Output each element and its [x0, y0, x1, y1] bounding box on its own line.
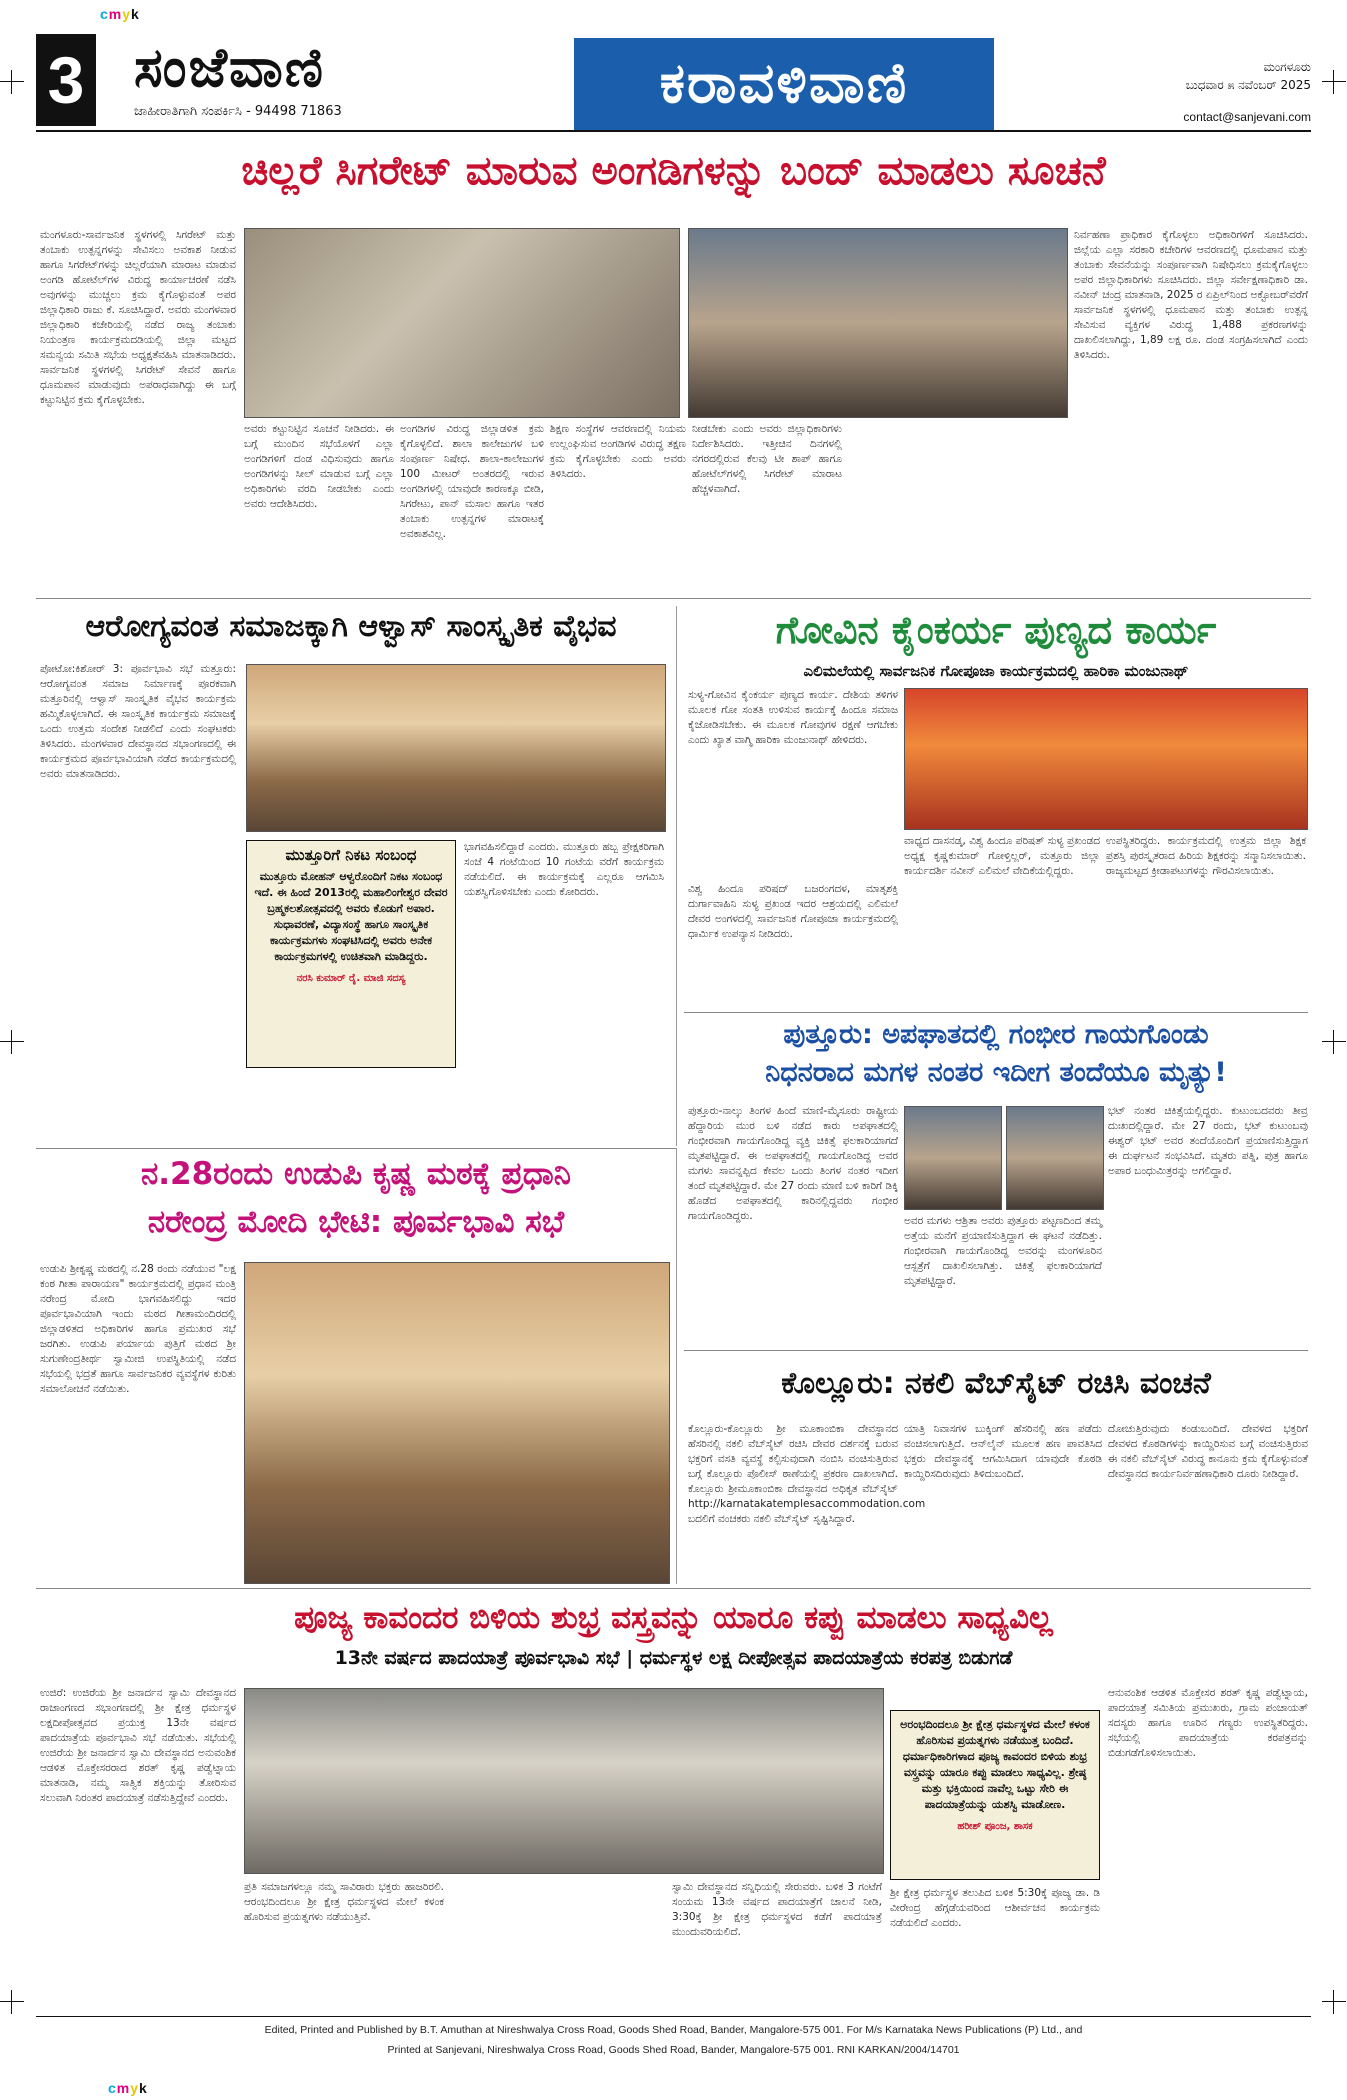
- padayatra-quote-body: ಅರಂಭದಿಂದಲೂ ಶ್ರೀ ಕ್ಷೇತ್ರ ಧರ್ಮಸ್ಥಳದ ಮೇಲೆ ಕಳಂಕ ಹೊರಿಸುವ ಪ್ರಯತ್ನಗಳು ನಡೆಯುತ್ತ ಬಂದಿದೆ. ಧರ್ಮಾಧಿಕಾರಿಗಳಾದ ಪೂಜ್ಯ ಕಾವಂದರ ಬಿಳಿಯ ಶುಭ್ರ ವಸ್ತ್ರವನ್ನು ಯಾರೂ ಕಪ್ಪು ಮಾಡಲು ಸಾಧ್ಯವಿಲ್ಲ. ಶ್ರೇಷ್ಠ ಮತ್ತು ಭಕ್ತಿಯಿಂದ ನಾವೆಲ್ಲ ಒಟ್ಟು ಸೇರಿ ಈ ಪಾದಯಾತ್ರೆಯನ್ನು ಯಶಸ್ವಿ ಮಾಡೋಣ.: [900, 1718, 1090, 1811]
- main-story-col6: ನಿರ್ವಹಣಾ ಪ್ರಾಧಿಕಾರ ಕೈಗೊಳ್ಳಲು ಅಧಿಕಾರಿಗಳಿಗೆ ಸೂಚಿಸಿದರು. ಜಿಲ್ಲೆಯ ಎಲ್ಲಾ ಸರಕಾರಿ ಕಚೇರಿಗಳ ಆವರಣದಲ್ಲಿ ಧೂಮಪಾನ ಮತ್ತು ತಂಬಾಕು ಸೇವನೆಯನ್ನು ಸಂಪೂರ್ಣವಾಗಿ ನಿಷೇಧಿಸಲು ಕ್ರಮಕೈಗೊಳ್ಳಲು ಅಪರ ಜಿಲ್ಲಾಧಿಕಾರಿಗಳು ಸೂಚಿಸಿದರು. ಜಿಲ್ಲಾ ಸರ್ವೇಕ್ಷಣಾಧಿಕಾರಿ ಡಾ. ನವೀನ್ ಚಂದ್ರ ಮಾತನಾಡಿ, 2025 ರ ಏಪ್ರಿಲ್‌ನಿಂದ ಅಕ್ಟೋಬರ್‌ವರೆಗೆ ಸಾರ್ವಜನಿಕ ಸ್ಥಳಗಳಲ್ಲಿ ಧೂಮಪಾನ ಮತ್ತು ತಂಬಾಕು ಉತ್ಪನ್ನ ಸೇವಿಸುವ ವ್ಯಕ್ತಿಗಳ ವಿರುದ್ಧ 1,488 ಪ್ರಕರಣಗಳನ್ನು ದಾಖಲಿಸಲಾಗಿದ್ದು, 1,89 ಲಕ್ಷ ರೂ. ದಂಡ ಸಂಗ್ರಹಿಸಲಾಗಿದೆ ಎಂದು ತಿಳಿಸಿದರು.: [1074, 229, 1308, 361]
- section-rule-3: [36, 1148, 676, 1149]
- registration-mark-right-mid: [1322, 1030, 1346, 1054]
- goseva-lead: ಸುಳ್ಯ-ಗೋವಿನ ಕೈಂಕರ್ಯ ಪುಣ್ಯದ ಕಾರ್ಯ. ದೇಶಿಯ ತಳಿಗಳ ಮೂಲಕ ಗೋ ಸಂತತಿ ಉಳಿಸುವ ಕಾರ್ಯಕ್ಕೆ ಹಿಂದೂ ಸಮಾಜ ಕೈಜೋಡಿಸಬೇಕು. ಈ ಮೂಲಕ ಗೋವುಗಳ ರಕ್ಷಣೆ ಆಗಬೇಕು ಎಂದು ಖ್ಯಾತ ವಾಗ್ಮಿ ಹಾರಿಕಾ ಮಂಜುನಾಥ್ ಹೇಳಿದರು.: [688, 689, 898, 746]
- main-story-col4: ಶಿಕ್ಷಣ ಸಂಸ್ಥೆಗಳ ಆವರಣದಲ್ಲಿ ನಿಯಮ ಉಲ್ಲಂಘಿಸುವ ಅಂಗಡಿಗಳ ವಿರುದ್ಧ ತಕ್ಷಣ ಕ್ರಮ ಕೈಗೊಳ್ಳಬೇಕು ಎಂದು ಅವರು ತಿಳಿಸಿದರು.: [550, 423, 686, 480]
- section-rule-5: [36, 1588, 1311, 1589]
- padayatra-col5: ಆನುವಂಶಿಕ ಆಡಳಿತ ಮೊಕ್ತೇಸರ ಶರತ್ ಕೃಷ್ಣ ಪಡ್ವೆಟ್ನಾಯ, ಪಾದಯಾತ್ರೆ ಸಮಿತಿಯ ಪ್ರಮುಖರು, ಗ್ರಾಮ ಪಂಚಾಯತ್ ಸದಸ್ಯರು ಹಾಗೂ ಊರಿನ ಗಣ್ಯರು ಉಪಸ್ಥಿತರಿದ್ದರು. ಸಭೆಯಲ್ಲಿ ಪಾದಯಾತ್ರೆಯ ಕರಪತ್ರವನ್ನು ಬಿಡುಗಡೆಗೊಳಿಸಲಾಯಿತು.: [1108, 1687, 1308, 1759]
- kollur-col3: ದೋಚುತ್ತಿರುವುದು ಕಂಡುಬಂದಿದೆ. ದೇವಳದ ಭಕ್ತರಿಗೆ ದೇವಳದ ಕೊಠಡಿಗಳನ್ನು ಕಾಯ್ದಿರಿಸುವ ಬಗ್ಗೆ ವಂಚಿಸುತ್ತಿರುವ ಈ ನಕಲಿ ವೆಬ್‌ಸೈಟ್ ವಿರುದ್ಧ ಕಾನೂನು ಕ್ರಮ ಕೈಗೊಳ್ಳುವಂತೆ ದೇವಸ್ಥಾನದ ಕಾರ್ಯನಿರ್ವಹಣಾಧಿಕಾರಿ ದೂರು ನೀಡಿದ್ದಾರೆ.: [1108, 1423, 1308, 1480]
- padayatra-col1: ಉಜಿರೆ: ಉಜಿರೆಯ ಶ್ರೀ ಜನಾರ್ದನ ಸ್ವಾಮಿ ದೇವಸ್ಥಾನದ ರಾಜಾಂಗಣದ ಸಭಾಂಗಣದಲ್ಲಿ ಶ್ರೀ ಕ್ಷೇತ್ರ ಧರ್ಮಸ್ಥಳ ಲಕ್ಷದೀಪೋತ್ಸವದ ಪ್ರಯುಕ್ತ 13ನೇ ವರ್ಷದ ಪಾದಯಾತ್ರೆಯ ಪೂರ್ವಭಾವಿ ಸಭೆ ನಡೆಯಿತು. ಸಭೆಯಲ್ಲಿ ಉಜಿರೆಯ ಶ್ರೀ ಜನಾರ್ದನ ಸ್ವಾಮಿ ದೇವಸ್ಥಾನದ ಅನುವಂಶಿಕ ಆಡಳಿತ ಮೊಕ್ತೇಸರರಾದ ಶರತ್ ಕೃಷ್ಣ ಪಡ್ವೆಟ್ನಾಯ ಮಾತನಾಡಿ, ನಮ್ಮ ಸಾತ್ವಿಕ ಶಕ್ತಿಯನ್ನು ತೋರಿಸುವ ಸಲುವಾಗಿ ನಿರಂತರ ಪಾದಯಾತ್ರೆ ನಡೆಸುತ್ತಿದ್ದೇವೆ ಎಂದರು.: [40, 1687, 236, 1804]
- alvas-col3: ಭಾಗವಹಿಸಲಿದ್ದಾರೆ ಎಂದರು. ಮುತ್ತೂರು ಹಬ್ಬ ಪ್ರೇಕ್ಷಕರಿಗಾಗಿ ಸಂಜೆ 4 ಗಂಟೆಯಿಂದ 10 ಗಂಟೆಯ ವರೆಗೆ ಕಾರ್ಯಕ್ರಮ ನಡೆಯಲಿದೆ. ಈ ಕಾರ್ಯಕ್ರಮಕ್ಕೆ ಎಲ್ಲರೂ ಆಗಮಿಸಿ ಯಶಸ್ವಿಗೊಳಿಸಬೇಕು ಎಂದು ಕೋರಿದರು.: [464, 841, 664, 898]
- padayatra-col2: ಪ್ರತಿ ಸಮಾಜಗಳಲ್ಲೂ ನಮ್ಮ ಸಾವಿರಾರು ಭಕ್ತರು ಹಾಜರಿರಲಿ. ಆರಂಭದಿಂದಲೂ ಶ್ರೀ ಕ್ಷೇತ್ರ ಧರ್ಮಸ್ಥಳದ ಮೇಲೆ ಕಳಂಕ ಹೊರಿಸುವ ಪ್ರಯತ್ನಗಳು ನಡೆಯುತ್ತಿವೆ.: [244, 1881, 444, 1923]
- alvas-info-box: [246, 840, 456, 1068]
- registration-mark-left-bottom: [0, 1990, 24, 2014]
- registration-mark-left: [0, 70, 24, 94]
- city-name: ಮಂಗಳೂರು: [1263, 60, 1311, 74]
- krishna-math-meeting-photo: [244, 1262, 670, 1584]
- imprint-line-1: Edited, Printed and Published by B.T. Amuthan at Nireshwalya Cross Road, Goods Shed Road, Bander, Mangalore-575 001. For M/s Karnataka News Publications (P) Ltd., and: [264, 2024, 1083, 2036]
- imprint-line-2: Printed at Sanjevani, Nireshwalya Cross Road, Goods Shed Road, Bander, Mangalore-575 001. RNI KARKAN/2004/14701: [387, 2044, 960, 2056]
- section-rule-1: [36, 598, 1311, 599]
- padayatra-subhead: 13ನೇ ವರ್ಷದ ಪಾದಯಾತ್ರೆ ಪೂರ್ವಭಾವಿ ಸಭೆ | ಧರ್ಮಸ್ಥಳ ಲಕ್ಷ ದೀಪೋತ್ಸವ ಪಾದಯಾತ್ರೆಯ ಕರಪತ್ರ ಬಿಡುಗಡೆ: [334, 1647, 1013, 1669]
- kollur-col1: ಕೊಲ್ಲೂರು-ಕೊಲ್ಲೂರು ಶ್ರೀ ಮೂಕಾಂಬಿಕಾ ದೇವಸ್ಥಾನದ ಹೆಸರಿನಲ್ಲಿ ನಕಲಿ ವೆಬ್‌ಸೈಟ್ ರಚಿಸಿ ದೇವರ ದರ್ಶನಕ್ಕೆ ಬರುವ ಭಕ್ತರಿಗೆ ವಸತಿ ವ್ಯವಸ್ಥೆ ಕಲ್ಪಿಸುವುದಾಗಿ ನಂಬಿಸಿ ವಂಚಿಸುತ್ತಿರುವ ಬಗ್ಗೆ ಕೊಲ್ಲೂರು ಪೊಲೀಸ್ ಠಾಣೆಯಲ್ಲಿ ಪ್ರಕರಣ ದಾಖಲಾಗಿದೆ. ಕೊಲ್ಲೂರು ಶ್ರೀಮೂಕಾಂಬಿಕಾ ದೇವಸ್ಥಾನದ ಅಧಿಕೃತ ವೆಬ್‌ಸೈಟ್ http://karnatakatemplesaccommodation.com ಬದಲಿಗೆ ವಂಚಕರು ನಕಲಿ ವೆಬ್‌ಸೈಟ್ ಸೃಷ್ಟಿಸಿದ್ದಾರೆ.: [688, 1423, 926, 1525]
- meeting-photo: [244, 228, 680, 418]
- section-rule-4: [684, 1350, 1308, 1351]
- main-headline: ಚಿಲ್ಲರೆ ಸಿಗರೇಟ್ ಮಾರುವ ಅಂಗಡಿಗಳನ್ನು ಬಂದ್ ಮಾಡಲು ಸೂಚನೆ: [241, 148, 1106, 194]
- alvas-col1: ಪೋಟೋ:ಕಿಶೋರ್ 3: ಪೂರ್ವಭಾವಿ ಸಭೆ ಮತ್ತೂರು: ಆರೋಗ್ಯವಂತ ಸಮಾಜ ನಿರ್ಮಾಣಕ್ಕೆ ಪೂರಕವಾಗಿ ಮತ್ತೂರಿನಲ್ಲಿ ಆಳ್ವಾಸ್ ಸಾಂಸ್ಕೃತಿಕ ವೈಭವ ಕಾರ್ಯಕ್ರಮ ಹಮ್ಮಿಕೊಳ್ಳಲಾಗಿದೆ. ಈ ಸಾಂಸ್ಕೃತಿಕ ಕಾರ್ಯಕ್ರಮ ಸಮಾಜಕ್ಕೆ ಒಂದು ಉತ್ತಮ ಸಂದೇಶ ನೀಡಲಿದೆ ಎಂದು ಸಂಘಟಕರು ತಿಳಿಸಿದರು. ಮಂಗಳವಾರ ದೇವಸ್ಥಾನದ ಸಭಾಂಗಣದಲ್ಲಿ ಈ ಕಾರ್ಯಕ್ರಮದ ಪೂರ್ವಭಾವಿಯಾಗಿ ನಡೆದ ಕಾರ್ಯಕ್ರಮದಲ್ಲಿ ಅವರು ಮಾತನಾಡಿದರು.: [40, 663, 236, 780]
- goseva-subhead: ಎಲಿಮಲೆಯಲ್ಲಿ ಸಾರ್ವಜನಿಕ ಗೋಪೂಜಾ ಕಾರ್ಯಕ್ರಮದಲ್ಲಿ ಹಾರಿಕಾ ಮಂಜುನಾಥ್: [803, 662, 1189, 680]
- modi-headline-1: ನ.28ರಂದು ಉಡುಪಿ ಕೃಷ್ಣ ಮಠಕ್ಕೆ ಪ್ರಧಾನಿ: [140, 1156, 571, 1192]
- alvas-box-body: ಮುತ್ತೂರು ಮೋಹನ್ ಆಳ್ವರೊಂದಿಗೆ ನಿಕಟ ಸಂಬಂಧ ಇದೆ. ಈ ಹಿಂದೆ 2013ರಲ್ಲಿ ಮಹಾಲಿಂಗೇಶ್ವರ ದೇವರ ಬ್ರಹ್ಮಕಲಶೋತ್ಸವದಲ್ಲಿ ಅವರು ಕೊಡುಗೆ ಅಪಾರ. ಸುಧಾವರಣೆ, ವಿದ್ಯಾಸಂಸ್ಥೆ ಹಾಗೂ ಸಾಂಸ್ಕೃತಿಕ ಕಾರ್ಯಕ್ರಮಗಳು ಸಂಘಟಿಸಿದಲ್ಲಿ ಅವರು ಅನೇಕ ಕಾರ್ಯಕ್ರಮಗಳಲ್ಲಿ ಉಚಿತವಾಗಿ ಮಾಡಿದ್ದರು.: [254, 870, 448, 963]
- victim-father-photo: [904, 1106, 1002, 1210]
- ad-contact-line: ಜಾಹೀರಾತಿಗಾಗಿ ಸಂಪರ್ಕಿಸಿ - 94498 71863: [134, 104, 342, 119]
- goseva-col3: ಉಪಸ್ಥಿತರಿದ್ದರು. ಕಾರ್ಯಕ್ರಮದಲ್ಲಿ ಉತ್ತಮ ಜಿಲ್ಲಾ ಶಿಕ್ಷಕ ಪ್ರಶಸ್ತಿ ಪುರಸ್ಕೃತರಾದ ಹಿರಿಯ ಶಿಕ್ಷಕರನ್ನು ಸನ್ಮಾನಿಸಲಾಯಿತು. ರಾಜ್ಯಮಟ್ಟದ ಕ್ರೀಡಾಪಟುಗಳನ್ನು ಗೌರವಿಸಲಾಯಿತು.: [1106, 835, 1306, 877]
- cmyk-mark-top: cmyk: [100, 6, 140, 22]
- column-divider-2: [676, 1148, 677, 1584]
- registration-mark-right: [1322, 70, 1346, 94]
- registration-mark-right-bottom: [1322, 1990, 1346, 2014]
- alvas-headline: ಆರೋಗ್ಯವಂತ ಸಮಾಜಕ್ಕಾಗಿ ಆಳ್ವಾಸ್ ಸಾಂಸ್ಕೃತಿಕ ವೈಭವ: [85, 609, 617, 644]
- goseva-col2: ವಾಧ್ಯದ ದಾಸನಡ್ಕ, ವಿಶ್ವ ಹಿಂದೂ ಪರಿಷತ್ ಸುಳ್ಯ ಪ್ರಖಂಡದ ಅಧ್ಯಕ್ಷ ಕೃಷ್ಣಕುಮಾರ್ ಗೋಳ್ತಿಲ್ಲರ್, ಮತ್ತೂರು ಜಿಲ್ಲಾ ಕಾರ್ಯದರ್ಶಿ ನವೀನ್ ಎಲಿಮಲೆ ವೇದಿಕೆಯಲ್ಲಿದ್ದರು.: [904, 835, 1100, 877]
- sanjevani-logo: ಸಂಜೆವಾಣಿ: [134, 36, 326, 99]
- kollur-headline: ಕೊಲ್ಲೂರು: ನಕಲಿ ವೆಬ್‌ಸೈಟ್ ರಚಿಸಿ ವಂಚನೆ: [781, 1366, 1211, 1401]
- section-rule-2: [684, 1012, 1308, 1013]
- alvas-box-caption: ನರಸಿ ಕುಮಾರ್ ರೈ. ಮಾಜಿ ಸದಸ್ಯ: [296, 973, 406, 984]
- registration-mark-left-mid: [0, 1030, 24, 1054]
- padayatra-headline: ಪೂಜ್ಯ ಕಾವಂದರ ಬಿಳಿಯ ಶುಭ್ರ ವಸ್ತ್ರವನ್ನು ಯಾರೂ ಕಪ್ಪು ಮಾಡಲು ಸಾಧ್ಯವಿಲ್ಲ: [294, 1600, 1053, 1636]
- page-number: 3: [36, 34, 96, 126]
- puttur-headline-2: ನಿಧನರಾದ ಮಗಳ ನಂತರ ಇದೀಗ ತಂದೆಯೂ ಮೃತ್ಯು!: [765, 1057, 1227, 1088]
- victim-daughter-photo: [1006, 1106, 1104, 1210]
- main-story-col1: ಮಂಗಳೂರು-ಸಾರ್ವಜನಿಕ ಸ್ಥಳಗಳಲ್ಲಿ ಸಿಗರೇಟ್ ಮತ್ತು ತಂಬಾಕು ಉತ್ಪನ್ನಗಳನ್ನು ಸೇವಿಸಲು ಅವಕಾಶ ನೀಡುವ ಹಾಗೂ ಸಿಗರೇಟ್‌ಗಳನ್ನು ಚಿಲ್ಲರೆಯಾಗಿ ಮಾರಾಟ ಮಾಡುವ ಅಂಗಡಿ ಹೋಟೆಲ್‌ಗಳ ವಿರುದ್ಧ ಕಾರ್ಯಾಚರಣೆ ನಡೆಸಿ ಅವುಗಳನ್ನು ಮುಚ್ಚಲು ಕ್ರಮ ಕೈಗೊಳ್ಳುವಂತೆ ಅಪರ ಜಿಲ್ಲಾಧಿಕಾರಿ ರಾಜು ಕೆ. ಸೂಚಿಸಿದ್ದಾರೆ. ಅವರು ಮಂಗಳವಾರ ಜಿಲ್ಲಾಧಿಕಾರಿ ಕಚೇರಿಯಲ್ಲಿ ನಡೆದ ರಾಜ್ಯ ತಂಬಾಕು ನಿಯಂತ್ರಣ ಕಾರ್ಯಕ್ರಮದಡಿಯಲ್ಲಿ ಜಿಲ್ಲಾ ಮಟ್ಟದ ಸಮನ್ವಯ ಸಮಿತಿ ಸಭೆಯ ಅಧ್ಯಕ್ಷತೆವಹಿಸಿ ಮಾತನಾಡಿದರು. ಸಾರ್ವಜನಿಕ ಸ್ಥಳಗಳಲ್ಲಿ ಸಿಗರೇಟ್ ಸೇವನೆ ಹಾಗೂ ಧೂಮಪಾನ ಮಾಡುವುದು ಅಪರಾಧವಾಗಿದ್ದು ಈ ಬಗ್ಗೆ ಕಟ್ಟುನಿಟ್ಟಿನ ಕ್ರಮ ಕೈಗೊಳ್ಳಬೇಕು.: [40, 229, 236, 406]
- main-story-col3: ಅಂಗಡಿಗಳ ವಿರುದ್ಧ ಜಿಲ್ಲಾಡಳಿತ ಕ್ರಮ ಕೈಗೊಳ್ಳಲಿದೆ. ಶಾಲಾ ಕಾಲೇಜುಗಳ ಬಳಿ ಸಂಪೂರ್ಣ ನಿಷೇಧ. ಶಾಲಾ-ಕಾಲೇಜುಗಳ 100 ಮೀಟರ್ ಅಂತರದಲ್ಲಿ ಇರುವ ಅಂಗಡಿಗಳಲ್ಲಿ ಯಾವುದೇ ಕಾರಣಕ್ಕೂ ಬೀಡಿ, ಸಿಗರೇಟು, ಪಾನ್ ಮಸಾಲ ಹಾಗೂ ಇತರ ತಂಬಾಕು ಉತ್ಪನ್ನಗಳ ಮಾರಾಟಕ್ಕೆ ಅವಕಾಶವಿಲ್ಲ.: [400, 423, 544, 540]
- modi-headline-2: ನರೇಂದ್ರ ಮೋದಿ ಭೇಟಿ: ಪೂರ್ವಭಾವಿ ಸಭೆ: [147, 1204, 565, 1240]
- gopuja-stage-photo: [904, 688, 1308, 830]
- contact-email[interactable]: contact@sanjevani.com: [1183, 110, 1311, 124]
- footer-rule: [36, 2016, 1311, 2017]
- dateline: [1186, 58, 1311, 94]
- main-story-col5: ನೀಡಬೇಕು ಎಂದು ಅವರು ಜಿಲ್ಲಾಧಿಕಾರಿಗಳು ನಿರ್ದೇಶಿಸಿದರು. ಇತ್ತೀಚಿನ ದಿನಗಳಲ್ಲಿ ನಗರದಲ್ಲಿರುವ ಕೆಲವು ಟೀ ಶಾಪ್ ಹಾಗೂ ಹೋಟೆಲ್‌ಗಳಲ್ಲಿ ಸಿಗರೇಟ್ ಮಾರಾಟ ಹೆಚ್ಚಳವಾಗಿದೆ.: [692, 423, 842, 495]
- padayatra-quote-box: [890, 1710, 1100, 1880]
- puttur-headline-1: ಪುತ್ತೂರು: ಅಪಘಾತದಲ್ಲಿ ಗಂಭೀರ ಗಾಯಗೊಂಡು: [783, 1019, 1209, 1050]
- puttur-col1: ಪುತ್ತೂರು-ನಾಲ್ಕು ತಿಂಗಳ ಹಿಂದೆ ಮಾಣಿ-ಮೈಸೂರು ರಾಷ್ಟ್ರೀಯ ಹೆದ್ದಾರಿಯ ಮುರ ಬಳಿ ನಡೆದ ಕಾರು ಅಪಘಾತದಲ್ಲಿ ಗಂಭೀರವಾಗಿ ಗಾಯಗೊಂಡಿದ್ದ ವ್ಯಕ್ತಿ ಚಿಕಿತ್ಸೆ ಫಲಕಾರಿಯಾಗದೆ ಮೃತಪಟ್ಟಿದ್ದಾರೆ. ಈ ಅಪಘಾತದಲ್ಲಿ ಗಾಯಗೊಂಡಿದ್ದ ಅವರ ಮಗಳು ಸಾವನ್ನಪ್ಪಿದ ಕೇವಲ ಒಂದು ತಿಂಗಳ ನಂತರ ಇದೀಗ ತಂದೆ ಮೃತಪಟ್ಟಿದ್ದಾರೆ. ಮೇ 27 ರಂದು ಮಾಣಿ ಬಳಿ ಕಾರಿಗೆ ಡಿಕ್ಕಿ ಹೊಡೆದ ಅಪಘಾತದಲ್ಲಿ ಕಾರಿನಲ್ಲಿದ್ದವರು ಗಂಭೀರ ಗಾಯಗೊಂಡಿದ್ದರು.: [688, 1105, 898, 1222]
- padayatra-quote-caption: ಹರೀಶ್ ಪೂಂಜ, ಶಾಸಕ: [957, 1821, 1033, 1832]
- puttur-col3: ಭಟ್ ನಂತರ ಚಿಕಿತ್ಸೆಯಲ್ಲಿದ್ದರು. ಕುಟುಂಬದವರು ತೀವ್ರ ದುಃಖದಲ್ಲಿದ್ದಾರೆ. ಮೇ 27 ರಂದು, ಭಟ್ ಕುಟುಂಬವು ಈಶ್ವರ್ ಭಟ್ ಅವರ ತಂದೆಯೊಂದಿಗೆ ಪ್ರಯಾಣಿಸುತ್ತಿದ್ದಾಗ ಈ ದುರ್ಘಟನೆ ಸಂಭವಿಸಿದೆ. ಮೃತರು ಪತ್ನಿ, ಪುತ್ರ ಹಾಗೂ ಅಪಾರ ಬಂಧುಮಿತ್ರರನ್ನು ಅಗಲಿದ್ದಾರೆ.: [1108, 1105, 1308, 1177]
- column-divider-1: [676, 606, 677, 1146]
- main-story-col2: ಅವರು ಕಟ್ಟುನಿಟ್ಟಿನ ಸೂಚನೆ ನೀಡಿದರು. ಈ ಬಗ್ಗೆ ಮುಂದಿನ ಸಭೆಯೊಳಗೆ ಎಲ್ಲಾ ಅಂಗಡಿಗಳಿಗೆ ದಂಡ ವಿಧಿಸುವುದು ಹಾಗೂ ಅಂಗಡಿಗಳನ್ನು ಸೀಲ್ ಮಾಡುವ ಬಗ್ಗೆ ಎಲ್ಲಾ ಅಧಿಕಾರಿಗಳು ವರದಿ ನೀಡಬೇಕು ಎಂದು ಅವರು ಆದೇಶಿಸಿದರು.: [244, 423, 394, 510]
- pamphlet-release-photo: [244, 1688, 884, 1874]
- modi-col1: ಉಡುಪಿ ಶ್ರೀಕೃಷ್ಣ ಮಠದಲ್ಲಿ ನ.28 ರಂದು ನಡೆಯುವ "ಲಕ್ಷ ಕಂಠ ಗೀತಾ ಪಾರಾಯಣ" ಕಾರ್ಯಕ್ರಮದಲ್ಲಿ ಪ್ರಧಾನ ಮಂತ್ರಿ ನರೇಂದ್ರ ಮೋದಿ ಭಾಗವಹಿಸಲಿದ್ದು ಇದರ ಪೂರ್ವಭಾವಿಯಾಗಿ ಇಂದು ಮಠದ ಗೀತಾಮಂದಿರದಲ್ಲಿ ಜಿಲ್ಲಾಡಳಿತದ ಅಧಿಕಾರಿಗಳ ಹಾಗೂ ಪ್ರಮುಖರ ಸಭೆ ಜರಗಿತು. ಉಡುಪಿ ಪರ್ಯಾಯ ಪುತ್ತಿಗೆ ಮಠದ ಶ್ರೀ ಸುಗುಣೇಂದ್ರತೀರ್ಥ ಸ್ವಾಮೀಜಿ ಉಪಸ್ಥಿತಿಯಲ್ಲಿ ನಡೆದ ಸಭೆಯಲ್ಲಿ ಭದ್ರತೆ ಹಾಗೂ ಸಾರ್ವಜನಿಕರ ವ್ಯವಸ್ಥೆಗಳ ಕುರಿತು ಸಮಾಲೋಚನೆ ನಡೆಯಿತು.: [40, 1263, 236, 1395]
- padayatra-col3: ಸ್ವಾಮಿ ದೇವಸ್ಥಾನದ ಸನ್ನಿಧಿಯಲ್ಲಿ ಸೇರುವರು. ಬಳಿಕ 3 ಗಂಟೆಗೆ ಸಂಯಮ 13ನೇ ವರ್ಷದ ಪಾದಯಾತ್ರೆಗೆ ಚಾಲನೆ ನೀಡಿ, 3:30ಕ್ಕೆ ಶ್ರೀ ಕ್ಷೇತ್ರ ಧರ್ಮಸ್ಥಳದ ಕಡೆಗೆ ಪಾದಯಾತ್ರೆ ಮುಂದುವರಿಯಲಿದೆ.: [672, 1881, 882, 1938]
- goseva-col1: ವಿಶ್ವ ಹಿಂದೂ ಪರಿಷದ್ ಬಜರಂಗದಳ, ಮಾತೃಶಕ್ತಿ ದುರ್ಗಾವಾಹಿನಿ ಸುಳ್ಯ ಪ್ರಖಂಡ ಇದರ ಆಶ್ರಯದಲ್ಲಿ ಎಲಿಮಲೆ ದೇವರ ಅಂಗಳದಲ್ಲಿ ಸಾರ್ವಜನಿಕ ಗೋಪೂಜಾ ಕಾರ್ಯಕ್ರಮದಲ್ಲಿ ಧಾರ್ಮಿಕ ಉಪನ್ಯಾಸ ನೀಡಿದರು.: [688, 883, 898, 940]
- alvas-meeting-photo: [246, 664, 666, 832]
- alvas-box-title: ಮುತ್ತೂರಿಗೆ ನಿಕಟ ಸಂಬಂಧ: [285, 846, 417, 864]
- puttur-col2: ಅವರ ಮಗಳು ಆಶ್ರಿತಾ ಅವರು ಪುತ್ತೂರು ಪಟ್ಟಣದಿಂದ ತಮ್ಮ ಅತ್ತೆಯ ಮನೆಗೆ ಪ್ರಯಾಣಿಸುತ್ತಿದ್ದಾಗ ಈ ಘಟನೆ ನಡೆದಿತ್ತು. ಗಂಭೀರವಾಗಿ ಗಾಯಗೊಂಡಿದ್ದ ಅವರನ್ನು ಮಂಗಳೂರಿನ ಆಸ್ಪತ್ರೆಗೆ ದಾಖಲಿಸಲಾಗಿತ್ತು. ಚಿಕಿತ್ಸೆ ಫಲಕಾರಿಯಾಗದೆ ಮೃತಪಟ್ಟಿದ್ದಾರೆ.: [904, 1215, 1102, 1287]
- karavali-vani-logo: ಕರಾವಳಿವಾಣಿ: [574, 38, 994, 130]
- kollur-col2: ಯಾತ್ರಿ ನಿವಾಸಗಳ ಬುಕ್ಕಿಂಗ್ ಹೆಸರಿನಲ್ಲಿ ಹಣ ಪಡೆದು ವಂಚಿಸಲಾಗುತ್ತಿದೆ. ಆನ್‌ಲೈನ್ ಮೂಲಕ ಹಣ ಪಾವತಿಸಿದ ಭಕ್ತರು ದೇವಸ್ಥಾನಕ್ಕೆ ಆಗಮಿಸಿದಾಗ ಯಾವುದೇ ಕೊಠಡಿ ಕಾಯ್ದಿರಿಸದಿರುವುದು ತಿಳಿದುಬಂದಿದೆ.: [904, 1423, 1102, 1480]
- padayatra-col4: ಶ್ರೀ ಕ್ಷೇತ್ರ ಧರ್ಮಸ್ಥಳ ತಲುಪಿದ ಬಳಿಕ 5:30ಕ್ಕೆ ಪೂಜ್ಯ ಡಾ. ಡಿ ವೀರೇಂದ್ರ ಹೆಗ್ಗಡೆಯವರಿಂದ ಆಶೀರ್ವಚನ ಕಾರ್ಯಕ್ರಮ ನಡೆಯಲಿದೆ ಎಂದರು.: [890, 1887, 1100, 1929]
- goseva-headline: ಗೋವಿನ ಕೈಂಕರ್ಯ ಪುಣ್ಯದ ಕಾರ್ಯ: [775, 608, 1217, 652]
- cmyk-mark-bottom: cmyk: [108, 2080, 148, 2096]
- tobacco-awareness-photo: [688, 228, 1068, 418]
- issue-date: ಬುಧವಾರ ೫ ನವೆಂಬರ್ 2025: [1185, 78, 1311, 92]
- masthead-rule: [36, 130, 1311, 132]
